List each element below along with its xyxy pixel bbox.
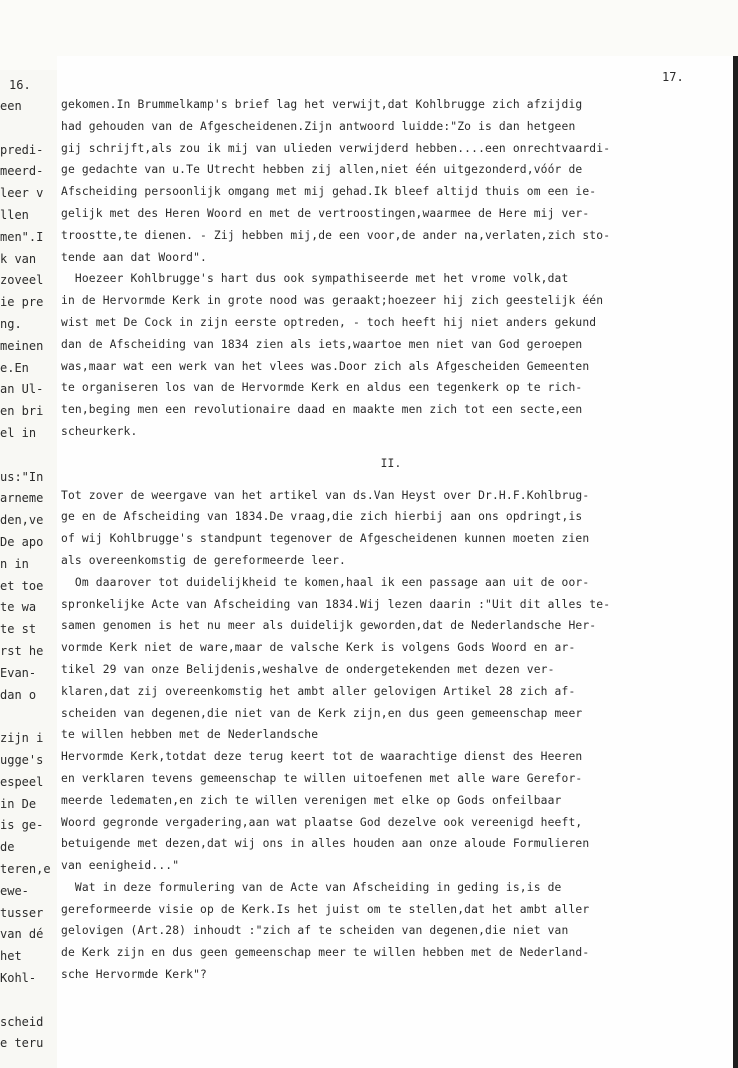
text-line: troostte,te dienen. - Zij hebben mij,de een voor,de ander na,verlaten,zich sto-	[61, 228, 611, 242]
previous-page-fragment: e.En	[0, 360, 29, 375]
text-line: scheiden van degenen,die niet van de Kerk zijn,en dus geen gemeenschap meer	[61, 706, 583, 720]
text-line: Afscheiding persoonlijk omgang met mij gehad.Ik bleef altijd thuis om een ie-	[61, 185, 597, 199]
previous-page-fragment: el in	[0, 426, 37, 440]
previous-page-fragment: De apo	[0, 535, 44, 549]
previous-page-fragment: van dé	[0, 927, 44, 942]
previous-page-fragment: en bri	[0, 404, 44, 419]
text-line: Om daarover tot duidelijkheid te komen,haal ik een passage aan uit de oor-	[61, 575, 590, 589]
previous-page-fragment: Evan-	[0, 665, 37, 680]
text-line: gelovigen (Art.28) inhoudt :"zich af te scheiden van degenen,die niet van	[61, 924, 569, 938]
previous-page-number: 16.	[9, 78, 31, 92]
previous-page-fragment: zoveel	[0, 273, 44, 288]
text-line: te organiseren los van de Hervormde Kerk en aldus een tegenkerk op te rich-	[61, 381, 583, 395]
text-line: gekomen.In Brummelkamp's brief lag het verwijt,dat Kohlbrugge zich afzijdig	[61, 98, 583, 111]
previous-page-edge	[0, 70, 58, 1068]
previous-page-fragment: us:"In	[0, 469, 44, 484]
previous-page-fragment: men".I	[0, 229, 44, 244]
section-heading: II.	[380, 456, 402, 470]
previous-page-fragment: ewe-	[0, 883, 29, 898]
text-line: had gehouden van de Afgescheidenen.Zijn antwoord luidde:"Zo is dan hetgeen	[61, 119, 576, 133]
previous-page-fragment: et toe	[0, 578, 44, 593]
text-line: en verklaren tevens gemeenschap te willen uitoefenen met alle ware Gerefor-	[61, 771, 583, 785]
previous-page-fragment: Kohl-	[0, 971, 37, 985]
text-line: te willen hebben met de Nederlandsche	[61, 728, 319, 742]
paragraph-1	[61, 94, 721, 268]
previous-page-fragment: leer v	[0, 186, 44, 201]
text-line: scheurkerk.	[61, 424, 138, 438]
text-line: samen genomen is het nu meer als duidelijk geworden,dat de Nederlandsche Her-	[61, 619, 597, 633]
previous-page-fragment: een	[0, 99, 22, 113]
text-line: in de Hervormde Kerk in grote nood was geraakt;hoezeer hij zich geestelijk één	[61, 294, 604, 308]
previous-page-fragment: meerd-	[0, 164, 44, 179]
page-edge-shadow	[733, 56, 738, 1068]
previous-page-fragment: de	[0, 840, 15, 855]
text-line: betuigende met dezen,dat wij ons in alles houden aan onze aloude Formulieren	[61, 837, 590, 851]
text-line: Woord gegronde vergadering,aan wat plaatse God dezelve ook vereenigd heeft,	[61, 815, 583, 829]
previous-page-fragment: te wa	[0, 600, 37, 615]
previous-page-fragment: tusser	[0, 905, 44, 920]
text-line: Tot zover de weergave van het artikel van ds.Van Heyst over Dr.H.F.Kohlbrug-	[61, 488, 590, 502]
text-line: van eenigheid..."	[61, 859, 180, 873]
paragraph-5	[61, 877, 721, 986]
text-line: Wat in deze formulering van de Acte van Afscheiding in geding is,is de	[61, 880, 562, 894]
previous-page-fragment: an Ul-	[0, 382, 44, 397]
text-line: de Kerk zijn en dus geen gemeenschap meer te willen hebben met de Nederland-	[61, 946, 590, 960]
text-line: vormde Kerk niet de ware,maar de valsche Kerk is volgens Gods Woord en ar-	[61, 641, 576, 655]
previous-page-fragment: ugge's	[0, 753, 44, 767]
previous-page-fragment: te st	[0, 622, 37, 637]
text-line: gij schrijft,als zou ik mij van ulieden verwijderd hebben....een onrechtvaardi-	[61, 141, 611, 155]
text-line: tende aan dat Woord".	[61, 250, 207, 264]
previous-page-fragment: meinen	[0, 338, 44, 353]
paragraph-2	[61, 268, 721, 442]
previous-page-fragment: predi-	[0, 142, 44, 157]
previous-page-fragment: het	[0, 949, 22, 964]
previous-page-fragment: is ge-	[0, 818, 44, 833]
page-text	[61, 94, 721, 986]
previous-page-fragment: zijn i	[0, 731, 44, 746]
previous-page-fragment: e teru	[0, 1036, 44, 1051]
previous-page-fragment: den,ve	[0, 513, 44, 528]
text-line: klaren,dat zij overeenkomstig het ambt aller gelovigen Artikel 28 zich af-	[61, 684, 576, 698]
previous-page-fragment: ie pre	[0, 295, 44, 310]
previous-page-fragment: in De	[0, 796, 37, 811]
text-line: ge en de Afscheiding van 1834.De vraag,die zich hierbij aan ons opdringt,is	[61, 510, 583, 524]
previous-page-fragment: rst he	[0, 644, 44, 658]
text-line: meerde ledematen,en zich te willen verenigen met elke op Gods onfeilbaar	[61, 793, 562, 807]
page-number: 17.	[662, 70, 684, 84]
previous-page-fragment: dan o	[0, 687, 37, 702]
paragraph-4	[61, 572, 721, 877]
previous-page-fragment: k van	[0, 251, 37, 266]
text-line: of wij Kohlbrugge's standpunt tegenover de Afgescheidenen kunnen moeten zien	[61, 532, 590, 546]
text-line: ten,beging men een revolutionaire daad en maakte men zich tot een secte,een	[61, 403, 583, 417]
previous-page-fragment: ng.	[0, 317, 22, 331]
previous-page-fragment: llen	[0, 208, 29, 222]
text-line: gelijk met des Heren Woord en met de vertroostingen,waarmee de Here mij ver-	[61, 206, 590, 220]
previous-page-fragment: n in	[0, 556, 29, 571]
text-line: dan de Afscheiding van 1834 zien als iets,waartoe men niet van God geroepen	[61, 337, 583, 351]
previous-page-fragment: espeel	[0, 774, 44, 789]
text-line: Hervormde Kerk,totdat deze terug keert tot de waarachtige dienst des Heeren	[61, 750, 583, 764]
text-line: wist met De Cock in zijn eerste optreden, - toch heeft hij niet anders gekund	[61, 315, 597, 329]
text-line: sche Hervormde Kerk"?	[61, 968, 207, 982]
text-line: ge gedachte van u.Te Utrecht hebben zij allen,niet één uitgezonderd,vóór de	[61, 163, 583, 177]
text-line: was,maar wat een werk van het vlees was.Door zich als Afgescheiden Gemeenten	[61, 359, 590, 373]
text-line: Hoezeer Kohlbrugge's hart dus ook sympathiseerde met het vrome volk,dat	[61, 272, 569, 286]
previous-page-fragment: arneme	[0, 491, 44, 506]
text-line: gereformeerde visie op de Kerk.Is het juist om te stellen,dat het ambt aller	[61, 902, 590, 916]
text-line: tikel 29 van onze Belijdenis,weshalve de ondergetekenden met dezen ver-	[61, 662, 555, 676]
paragraph-3	[61, 485, 721, 572]
previous-page-fragment: scheid	[0, 1014, 44, 1029]
text-line: spronkelijke Acte van Afscheiding van 1834.Wij lezen daarin :"Uit dit alles te-	[61, 597, 611, 611]
previous-page-fragment: teren,e	[0, 862, 51, 876]
text-line: als overeenkomstig de gereformeerde leer.	[61, 553, 347, 567]
